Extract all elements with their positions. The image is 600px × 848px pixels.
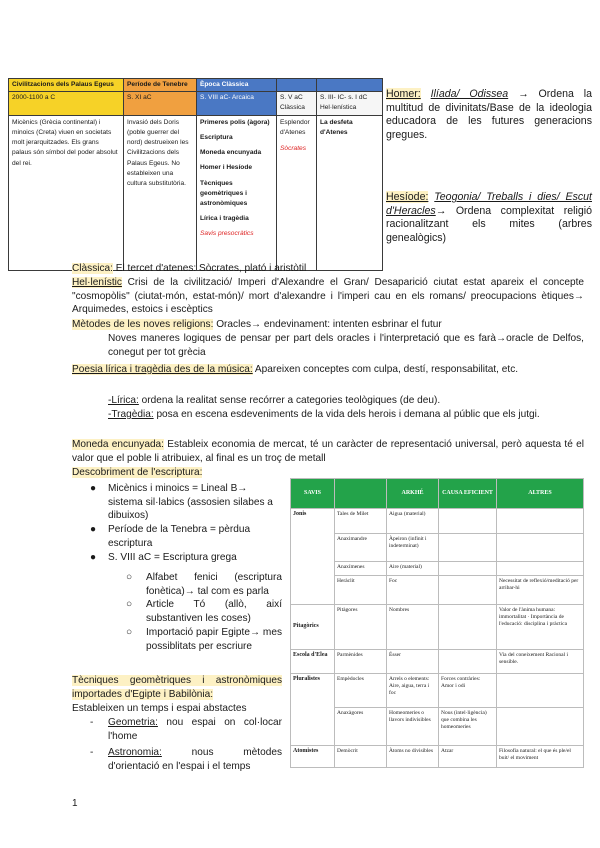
metodes-text: Oracles→ endevinament: intenten esbrinar el futur xyxy=(213,319,442,330)
header-causa: CAUSA EFICIENT xyxy=(439,479,497,509)
group-cell: Pluralistes xyxy=(291,674,335,746)
classica-socrates: Sòcrates xyxy=(280,145,307,153)
list-item xyxy=(126,626,282,653)
causa-cell xyxy=(439,534,497,562)
group-cell: Jonis xyxy=(291,509,335,605)
cell-palaus: Micènics (Grècia continental) i minoics (Creta) viuen en societats molt jerarquitzades. Els grans palaus són símbol del poder absolut del rei. xyxy=(9,115,124,270)
arkhe-cell: Aire (material) xyxy=(387,562,439,576)
header-classica: Època Clàssica xyxy=(197,79,277,92)
arkhe-cell: Homeomeries o llavors indivisibles xyxy=(387,708,439,746)
bullet-dot-icon: ● xyxy=(90,551,97,563)
metodes-label: Mètodes de les noves religions: xyxy=(72,319,214,330)
cell-tenebre: Invasió dels Doris (poble guerrer del nord) destrueixen les Civilitzacions dels Palaus Egeus. No estableixen una cultura substitutòria. xyxy=(124,115,197,270)
name-cell: Tales de Milet xyxy=(335,509,387,534)
poesia-text: Apareixen conceptes com culpa, destí, responsabilitat, etc. xyxy=(252,364,519,375)
lirica-text: ordena la realitat sense recórrer a categories teològiques (de deu). xyxy=(138,395,441,406)
dash-icon: - xyxy=(90,747,94,758)
table-row xyxy=(291,576,584,605)
timeline-table xyxy=(8,78,383,271)
altres-cell: Via del coneixement Racional i sensible. xyxy=(497,650,584,674)
list-item xyxy=(90,482,282,523)
bullet-text: Període de la Tenebra = pèrdua escriptura xyxy=(108,524,251,549)
group-cell: Pitagòrics xyxy=(291,605,335,650)
homer-works: Ilíada/ Odissea xyxy=(430,88,509,100)
list-item xyxy=(90,523,282,550)
altres-cell xyxy=(497,509,584,534)
header-savis: SAVIS xyxy=(291,479,335,509)
geometria-item xyxy=(90,716,282,743)
classica-label: Clàssica: xyxy=(72,263,113,274)
subheader-hellenistica: S. III- IC- s. I dC Hel·lenística xyxy=(317,92,383,115)
arcaica-presocratics: Savis presocràtics xyxy=(200,230,254,238)
hellenistic-paragraph xyxy=(72,276,584,317)
arcaica-item: Primeres polis (àgora) xyxy=(200,118,270,126)
homer-name: Homer: xyxy=(386,88,421,100)
arkhe-cell: Àpeiron (infinit i indeterminat) xyxy=(387,534,439,562)
altres-cell: Valor de l'ànima humana: immortalitat · Importància de l'educació: disciplina i pràctica xyxy=(497,605,584,650)
subheader-classica: S. V aC Clàssica xyxy=(277,92,317,115)
altres-cell xyxy=(497,674,584,708)
causa-cell: Atzar xyxy=(439,746,497,768)
astronomia-text: nous mètodes d'orientació en l'espai i el temps xyxy=(108,747,282,772)
causa-cell xyxy=(439,562,497,576)
altres-cell: Necessitat de reflexió/meditació per arribar-hi xyxy=(497,576,584,605)
name-cell: Heràclit xyxy=(335,576,387,605)
table-row xyxy=(291,562,584,576)
arkhe-cell: Ésser xyxy=(387,650,439,674)
arcaica-item: Moneda encunyada xyxy=(200,149,262,157)
poesia-label: Poesia lírica i tragèdia des de la música: xyxy=(72,364,253,375)
name-cell: Anaxàgores xyxy=(335,708,387,746)
classica-paragraph xyxy=(72,262,584,276)
table-row xyxy=(291,674,584,708)
causa-cell xyxy=(439,509,497,534)
moneda-paragraph xyxy=(72,438,584,465)
causa-cell: Nous (intel·ligència) que combina les homeomeries xyxy=(439,708,497,746)
altres-cell: Filosofia natural: el que és ple/el buit/ el moviment xyxy=(497,746,584,768)
cell-hellenistica: La desfeta d'Atenes xyxy=(317,115,383,270)
hesiode-works: Teogonia/ Treballs i dies/ Escut d'Heracles xyxy=(386,191,592,217)
hesiode-text: → Ordena complexitat religió racionalitzant els mites (arbres genealògics) xyxy=(386,204,592,244)
metodes-sub: Noves maneres logiques de pensar per part dels oracles i l'interpretació que es farà→oracle de Delfos, conegut per tot grècia xyxy=(108,333,584,358)
arcaica-item: Homer i Hesíode xyxy=(200,164,253,172)
escriptura-sublist xyxy=(126,571,282,653)
table-row xyxy=(291,605,584,650)
arkhe-cell: Aigua (material) xyxy=(387,509,439,534)
tragedia-text: posa en escena esdeveniments de la vida dels herois i demana al públic que els jutgi. xyxy=(153,409,540,420)
causa-cell xyxy=(439,650,497,674)
bullet-circle-icon: ○ xyxy=(126,626,133,638)
list-item xyxy=(126,571,282,598)
bullet-circle-icon: ○ xyxy=(126,599,133,611)
causa-cell xyxy=(439,605,497,650)
list-item xyxy=(126,598,282,625)
causa-cell xyxy=(439,576,497,605)
bullet-text: Alfabet fenici (escriptura fonètica)→ tal com es parla xyxy=(146,572,282,597)
geometria-label: Geometria: xyxy=(108,717,158,728)
header-altres: ALTRES xyxy=(497,479,584,509)
tragedia-label: -Tragèdia: xyxy=(108,409,154,420)
subheader-arcaica: S. VIII aC- Arcaica xyxy=(197,92,277,115)
homer-text: → Ordena la multitud de divinitats/Base de la ideologia educadora de les futures generacions gregues. xyxy=(386,88,592,141)
table-row xyxy=(291,509,584,534)
bullet-dot-icon: ● xyxy=(90,483,97,494)
list-item xyxy=(90,551,282,565)
subheader-palaus: 2000-1100 a C xyxy=(9,92,124,115)
header-empty-1 xyxy=(277,79,317,92)
name-cell: Demòcrit xyxy=(335,746,387,768)
altres-cell xyxy=(497,562,584,576)
arkhe-cell: Foc xyxy=(387,576,439,605)
arcaica-item: Escriptura xyxy=(200,133,233,141)
astronomia-label: Astronomia: xyxy=(108,747,162,758)
hellenistic-label: Hel·lenístic xyxy=(72,277,122,288)
moneda-label: Moneda encunyada: xyxy=(72,439,164,450)
group-cell: Atomistes xyxy=(291,746,335,768)
astronomia-item xyxy=(90,746,282,773)
poesia-paragraph xyxy=(72,363,584,377)
subheader-tenebre: S. XI aC xyxy=(124,92,197,115)
tecniques-heading xyxy=(72,674,282,701)
geometria-text: nou espai on col·locar l'home xyxy=(108,717,282,742)
arkhe-cell: Àtoms no divisibles xyxy=(387,746,439,768)
metodes-paragraph xyxy=(72,318,584,332)
group-cell: Escola d'Elea xyxy=(291,650,335,674)
bullet-text: Importació papir Egipte→ mes possiblitats per escriure xyxy=(146,626,282,652)
arcaica-item: Lírica i tragèdia xyxy=(200,215,249,223)
lirica-line xyxy=(108,394,584,408)
table-row xyxy=(291,650,584,674)
hesiode-name: Hesíode: xyxy=(386,191,429,203)
dash-icon: - xyxy=(90,717,94,728)
bullet-circle-icon: ○ xyxy=(126,572,133,583)
name-cell: Anaximandre xyxy=(335,534,387,562)
name-cell: Pitàgores xyxy=(335,605,387,650)
tragedia-line xyxy=(108,408,584,422)
header-palaus: Civilitzacions dels Palaus Egeus xyxy=(9,79,124,92)
causa-cell: Forces contràries: Amor i odi xyxy=(439,674,497,708)
header-arkhe: ARKHÉ xyxy=(387,479,439,509)
hesiode-note xyxy=(386,191,592,245)
escriptura-heading xyxy=(72,466,282,480)
savis-table xyxy=(290,478,584,768)
tecniques-label: Tècniques geomètriques i astronòmiques importades d'Egipte i Babilònia: xyxy=(72,675,282,700)
table-row xyxy=(291,534,584,562)
moneda-text: Estableix economia de mercat, té un caràcter de representació universal, però aquesta té el valor que el poble li atribuiex, al final es un troç de metall xyxy=(72,439,584,464)
bullet-text: Article Tó (allò, així substantiven les coses) xyxy=(146,599,282,625)
tecniques-text: Estableixen un temps i espai abstactes xyxy=(72,703,247,714)
page-number: 1 xyxy=(72,798,78,809)
bullet-text: Micènics i minoics = Lineal B→ sistema sil·labics (assosien silabes a dibuixos) xyxy=(108,483,273,522)
name-cell: Empèdocles xyxy=(335,674,387,708)
arcaica-item: Tècniques geomètriques i astronòmiques xyxy=(200,179,248,207)
table-row xyxy=(291,746,584,768)
hellenistic-text: Crisi de la civilització/ Imperi d'Alexandre el Gran/ Desaparició ciutat estat apareix el concepte "cosmopòlis" (ciutat-món, estat-món)/ mort d'alexandre i l'imperi cau en els romans/ preocupacions ètiques→ Arquimedes, estoics i escèptics xyxy=(72,277,584,316)
cell-classica xyxy=(277,115,317,270)
altres-cell xyxy=(497,708,584,746)
altres-cell xyxy=(497,534,584,562)
escriptura-list xyxy=(90,482,282,564)
name-cell: Anaxímenes xyxy=(335,562,387,576)
arkhe-cell: Arrels o elements: Aire, aigua, terra i foc xyxy=(387,674,439,708)
escriptura-label: Descobriment de l'escriptura: xyxy=(72,467,203,478)
name-cell: Parmènides xyxy=(335,650,387,674)
bullet-text: S. VIII aC = Escriptura grega xyxy=(108,551,237,563)
arkhe-cell: Nombres xyxy=(387,605,439,650)
bullet-dot-icon: ● xyxy=(90,524,97,536)
table-row xyxy=(291,708,584,746)
classica-text: El tercet d'atenes: Sòcrates, plató i aristòtil xyxy=(112,263,307,274)
cell-arcaica xyxy=(197,115,277,270)
header-empty-2 xyxy=(317,79,383,92)
lirica-label: -Lírica: xyxy=(108,395,139,406)
classica-text: Esplendor d'Atenes xyxy=(280,118,310,136)
header-empty xyxy=(335,479,387,509)
header-tenebre: Període de Tenebre xyxy=(124,79,197,92)
homer-note xyxy=(386,88,592,142)
